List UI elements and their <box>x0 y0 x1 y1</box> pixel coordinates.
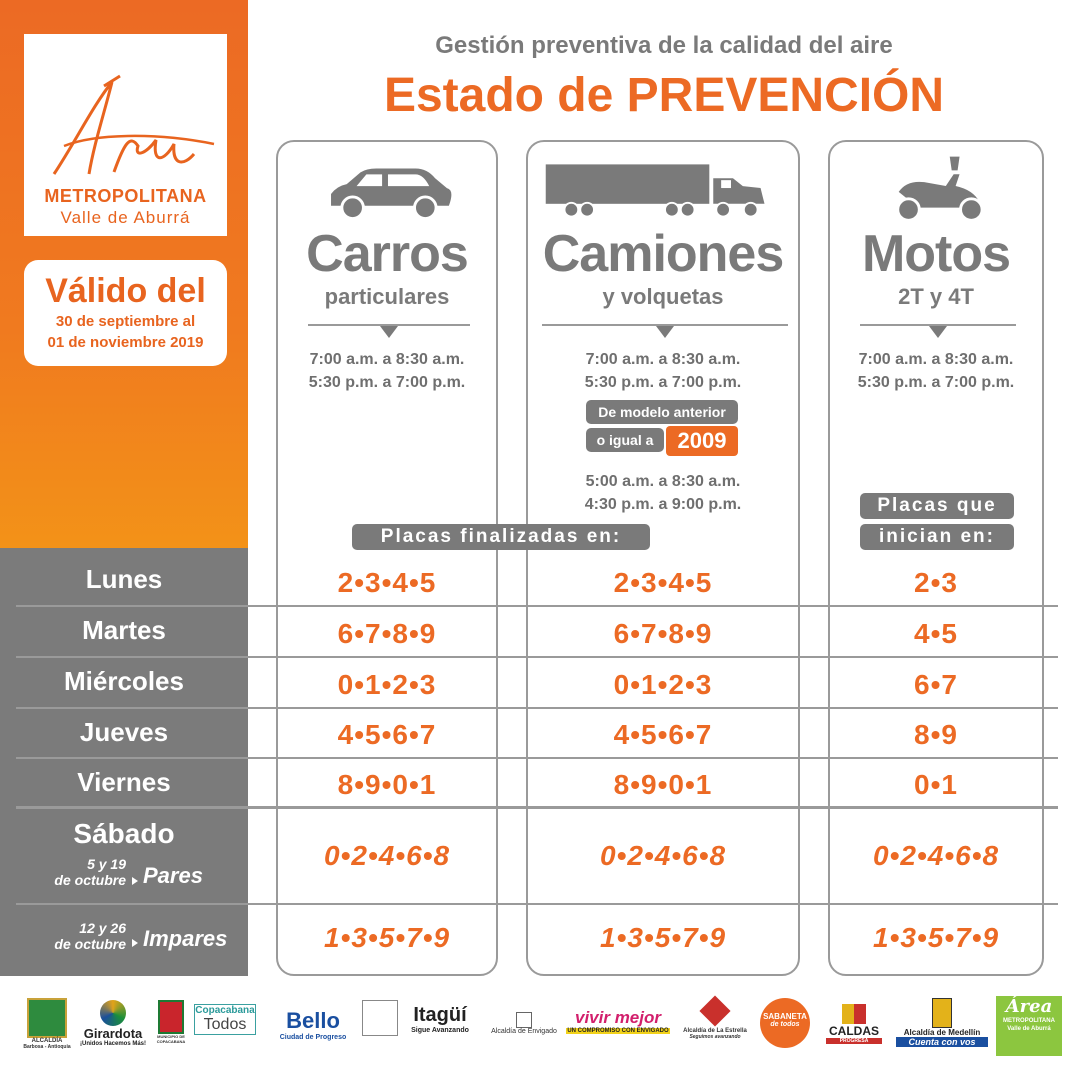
logo-sub: UN COMPROMISO CON ENVIGADO <box>567 1028 669 1034</box>
bello-shield-icon <box>362 1000 398 1036</box>
itagui-logo <box>404 1004 476 1034</box>
logo-line-1: METROPOLITANA <box>44 186 207 206</box>
plates-motos: 1•3•5•7•9 <box>872 922 1000 953</box>
logo-text: Alcaldía de Medellín <box>903 1028 981 1037</box>
down-arrow-icon <box>380 326 398 338</box>
plates-camiones: 0•1•2•3 <box>613 669 713 700</box>
car-icon <box>278 164 496 224</box>
page-title: Estado de PREVENCIÓN <box>383 69 945 122</box>
day-label: Lunes <box>85 564 163 594</box>
time-range: 7:00 a.m. a 8:30 a.m. <box>858 351 1014 368</box>
footer-logos <box>0 990 1080 1080</box>
plates-motos: 0•1 <box>914 769 958 800</box>
plates-camiones: 4•5•6•7 <box>613 719 713 750</box>
day-label: Martes <box>82 615 166 645</box>
plates-camiones: 1•3•5•7•9 <box>599 922 727 953</box>
plates-motos: 2•3 <box>914 567 958 598</box>
logo-text: Girardota <box>83 1026 143 1041</box>
vehicle-name: Motos <box>861 225 1011 283</box>
plates-camiones: 6•7•8•9 <box>613 618 713 649</box>
logo-sub: de todos <box>770 1021 800 1028</box>
plates-camiones: 2•3•4•5 <box>613 567 713 598</box>
plates-carros: 1•3•5•7•9 <box>323 922 451 953</box>
validity-box <box>24 260 227 366</box>
plates-end-label: Placas finalizadas en: <box>352 524 650 550</box>
down-arrow-icon <box>929 326 947 338</box>
pointer-icon <box>132 939 138 947</box>
logo-sub: Todos <box>203 1016 247 1033</box>
pointer-icon <box>132 877 138 885</box>
sidebar-panel <box>0 0 248 548</box>
plates-motos: 8•9 <box>914 719 958 750</box>
saturday-impares-tag: Impares <box>143 926 228 951</box>
logo-sub: Sigue Avanzando <box>411 1027 469 1034</box>
saturday-impares-dates-1: 12 y 26 <box>79 920 126 936</box>
logo-sub: Cuenta con vos <box>896 1037 988 1047</box>
saturday-impares-dates <box>20 920 126 952</box>
logo-text: Bello <box>286 1008 340 1033</box>
vehicle-subtitle: 2T y 4T <box>898 284 974 309</box>
time-range: 5:30 p.m. a 7:00 p.m. <box>308 374 466 391</box>
caldas-icon <box>842 1004 866 1024</box>
down-arrow-icon <box>656 326 674 338</box>
plates-camiones: 8•9•0•1 <box>613 769 713 800</box>
plates-motos: 4•5 <box>914 618 958 649</box>
logo-text: Área <box>1005 996 1053 1017</box>
saturday-pares-dates <box>20 856 126 888</box>
plates-start-label-1: Placas que <box>860 493 1014 519</box>
shield-icon <box>932 998 952 1028</box>
model-year-badge: 2009 <box>666 426 738 456</box>
plates-start-label-2: inician en: <box>860 524 1014 550</box>
la-estrella-logo <box>680 1000 750 1040</box>
truck-icon <box>528 160 798 222</box>
time-range: 4:30 p.m. a 9:00 p.m. <box>584 496 742 513</box>
plates-camiones: 0•2•4•6•8 <box>599 840 727 871</box>
logo-sub: PROGRESA <box>826 1038 882 1044</box>
girardota-logo <box>80 1000 146 1047</box>
logo-swash-icon <box>34 74 219 184</box>
days-panel <box>0 548 248 976</box>
time-range: 5:00 a.m. a 8:30 a.m. <box>585 473 741 490</box>
old-model-label: De modelo anterior <box>586 400 738 424</box>
girardota-icon <box>100 1000 126 1026</box>
logo-text: Alcaldía de La Estrella <box>683 1028 747 1034</box>
old-model-label-2: o igual a <box>586 428 664 452</box>
saturday-pares-tag: Pares <box>143 863 203 888</box>
logo-sub: Ciudad de Progreso <box>279 1034 347 1041</box>
plates-carros: 4•5•6•7 <box>337 719 437 750</box>
area-metropolitana-logo <box>24 34 227 236</box>
day-label: Miércoles <box>64 666 184 696</box>
plates-carros: 2•3•4•5 <box>337 567 437 598</box>
plates-motos: 0•2•4•6•8 <box>872 840 1000 871</box>
copacabana-logo <box>194 1004 256 1035</box>
plates-carros: 0•2•4•6•8 <box>323 840 451 871</box>
medellin-logo <box>896 998 988 1047</box>
plates-carros: 0•1•2•3 <box>337 669 437 700</box>
plates-carros: 6•7•8•9 <box>337 618 437 649</box>
barbosa-logo <box>22 998 72 1050</box>
logo-text: CALDAS <box>829 1024 879 1038</box>
plates-carros: 8•9•0•1 <box>337 769 437 800</box>
logo-sub: METROPOLITANA Valle de Aburrá <box>1003 1018 1055 1032</box>
vehicle-name: Carros <box>306 225 468 283</box>
caldas-logo <box>826 1004 882 1044</box>
vivir-mejor-logo <box>566 1008 670 1034</box>
saturday-pares-dates-1: 5 y 19 <box>87 856 126 872</box>
logo-text: Itagüí <box>413 1004 467 1026</box>
day-label: Jueves <box>79 717 169 747</box>
time-range: 5:30 p.m. a 7:00 p.m. <box>584 374 742 391</box>
copacabana-shield-logo <box>156 1000 186 1044</box>
saturday-pares-dates-2: de octubre <box>54 872 126 888</box>
validity-line-2: 01 de noviembre 2019 <box>47 334 204 351</box>
logo-sub: ¡Unidos Hacemos Más! <box>80 1041 147 1047</box>
bello-logo <box>270 1008 356 1041</box>
time-range: 5:30 p.m. a 7:00 p.m. <box>857 374 1015 391</box>
logo-sub: Barbosa - Antioquia <box>23 1044 71 1050</box>
star-icon <box>699 995 730 1026</box>
shield-icon <box>158 1000 184 1034</box>
sabaneta-logo <box>760 998 810 1048</box>
logo-text: vivir mejor <box>575 1008 661 1027</box>
time-range: 7:00 a.m. a 8:30 a.m. <box>585 351 741 368</box>
shield-icon <box>27 998 67 1038</box>
time-range: 7:00 a.m. a 8:30 a.m. <box>309 351 465 368</box>
validity-title: Válido del <box>45 272 206 310</box>
logo-text: ALCALDÍA <box>31 1038 63 1044</box>
logo-sub: MUNICIPIO DE COPACABANA <box>156 1034 186 1044</box>
logo-text: Alcaldía de Envigado <box>491 1028 557 1035</box>
logo-line-2: Valle de Aburrá <box>60 208 191 227</box>
motorcycle-icon <box>830 152 1042 224</box>
logo-sub: Seguimos avanzando <box>689 1034 741 1040</box>
day-label: Sábado <box>73 818 175 849</box>
vehicle-name: Camiones <box>542 225 784 283</box>
day-label: Viernes <box>77 767 171 797</box>
validity-line-1: 30 de septiembre al <box>55 313 196 330</box>
vehicle-subtitle: particulares <box>324 284 450 309</box>
logo-text: SABANETA <box>763 1012 807 1021</box>
vehicle-subtitle: y volquetas <box>602 284 724 309</box>
logo-text: Copacabana <box>195 1005 255 1016</box>
saturday-impares-dates-2: de octubre <box>54 936 126 952</box>
shield-icon <box>516 1012 532 1028</box>
page-subtitle: Gestión preventiva de la calidad del aire <box>435 32 893 59</box>
area-metropolitana-footer-logo <box>996 996 1062 1056</box>
envigado-logo <box>484 1012 564 1035</box>
plates-motos: 6•7 <box>914 669 958 700</box>
